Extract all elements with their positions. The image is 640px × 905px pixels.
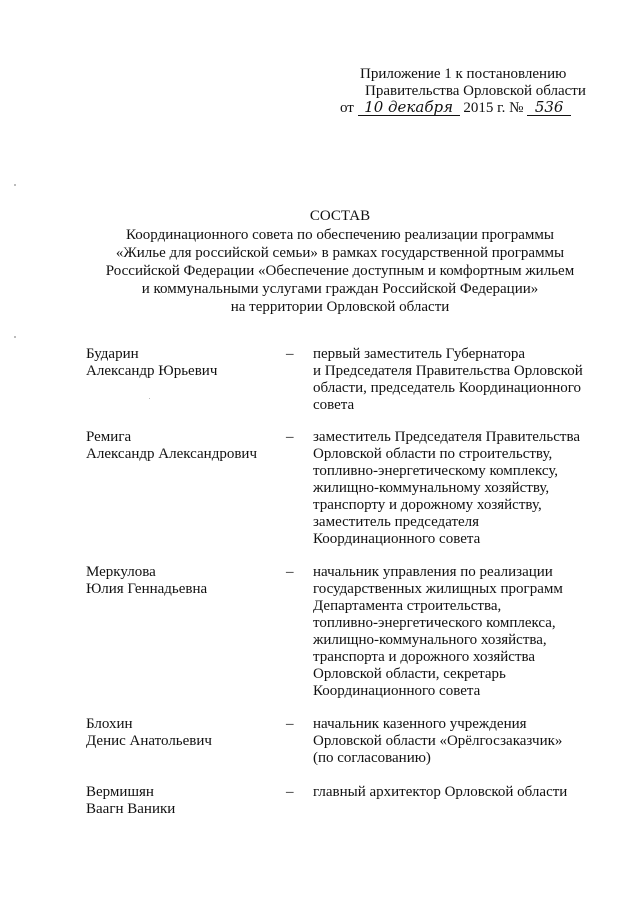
title-line: Координационного совета по обеспечению реализации программы (126, 227, 554, 243)
from-label: от (340, 100, 354, 116)
role-line: Орловской области, секретарь (313, 666, 506, 682)
title-line: Российской Федерации «Обеспечение доступным и комфортным жильем (105, 263, 575, 279)
members-list (86, 346, 606, 818)
member-role (313, 429, 606, 548)
role-line: начальник казенного учреждения (313, 716, 527, 732)
member-name (86, 429, 286, 463)
member-name (86, 716, 286, 750)
title-caption: СОСТАВ (309, 208, 371, 224)
member-given-names: Ваагн Ваники (86, 801, 176, 817)
member-given-names: Александр Юрьевич (86, 363, 218, 379)
role-line: жилищно-коммунальному хозяйству, (313, 480, 550, 496)
role-line: Департамента строительства, (313, 598, 502, 614)
member-entry (86, 784, 606, 818)
title-line: и коммунальными услугами граждан Российской Федерации» (141, 281, 539, 297)
member-entry (86, 429, 606, 548)
member-surname: Меркулова (86, 564, 156, 580)
appendix-line-2: Правительства Орловской области (365, 83, 586, 99)
scan-speck (14, 336, 16, 338)
member-surname: Ремига (86, 429, 132, 445)
role-line: Координационного совета (313, 531, 481, 547)
role-line: начальник управления по реализации (313, 564, 553, 580)
handwritten-number: 536 (527, 100, 571, 116)
scan-speck (14, 184, 16, 186)
member-dash: – (286, 429, 294, 445)
role-line: топливно-энергетическому комплексу, (313, 463, 559, 479)
member-entry (86, 564, 606, 700)
member-entry (86, 346, 606, 414)
member-name (86, 346, 286, 380)
member-role (313, 716, 606, 767)
role-line: области, председатель Координационного (313, 380, 582, 396)
member-given-names: Александр Александрович (86, 446, 257, 462)
year-text: 2015 г. № (463, 100, 524, 116)
member-dash: – (286, 716, 294, 732)
role-line: государственных жилищных программ (313, 581, 563, 597)
role-line: Координационного совета (313, 683, 481, 699)
role-line: транспорта и дорожного хозяйства (313, 649, 536, 665)
appendix-date-line (340, 100, 630, 117)
role-line: Орловской области «Орёлгосзаказчик» (313, 733, 563, 749)
role-line: топливно-энергетического комплекса, (313, 615, 556, 631)
member-name (86, 564, 286, 598)
member-dash: – (286, 784, 294, 800)
scan-speck (149, 398, 150, 399)
role-line: совета (313, 397, 355, 413)
member-role (313, 784, 606, 801)
member-given-names: Юлия Геннадьевна (86, 581, 208, 597)
member-entry (86, 716, 606, 767)
role-line: жилищно-коммунального хозяйства, (313, 632, 547, 648)
appendix-header (340, 66, 630, 117)
role-line: и Председателя Правительства Орловской (313, 363, 583, 379)
handwritten-date: 10 декабря (358, 100, 460, 116)
member-role (313, 564, 606, 700)
member-name (86, 784, 286, 818)
appendix-line-1: Приложение 1 к постановлению (360, 66, 567, 82)
role-line: первый заместитель Губернатора (313, 346, 526, 362)
member-dash: – (286, 564, 294, 580)
role-line: Орловской области по строительству, (313, 446, 553, 462)
member-surname: Бударин (86, 346, 139, 362)
member-given-names: Денис Анатольевич (86, 733, 212, 749)
title-line: на территории Орловской области (230, 299, 450, 315)
role-line: транспорту и дорожному хозяйству, (313, 497, 542, 513)
role-line: главный архитектор Орловской области (313, 784, 568, 800)
role-line: заместитель председателя (313, 514, 480, 530)
document-title (70, 207, 610, 316)
role-line: заместитель Председателя Правительства (313, 429, 581, 445)
member-surname: Вермишян (86, 784, 154, 800)
member-dash: – (286, 346, 294, 362)
role-line: (по согласованию) (313, 750, 431, 766)
member-role (313, 346, 606, 414)
title-line: «Жилье для российской семьи» в рамках государственной программы (115, 245, 565, 261)
member-surname: Блохин (86, 716, 133, 732)
